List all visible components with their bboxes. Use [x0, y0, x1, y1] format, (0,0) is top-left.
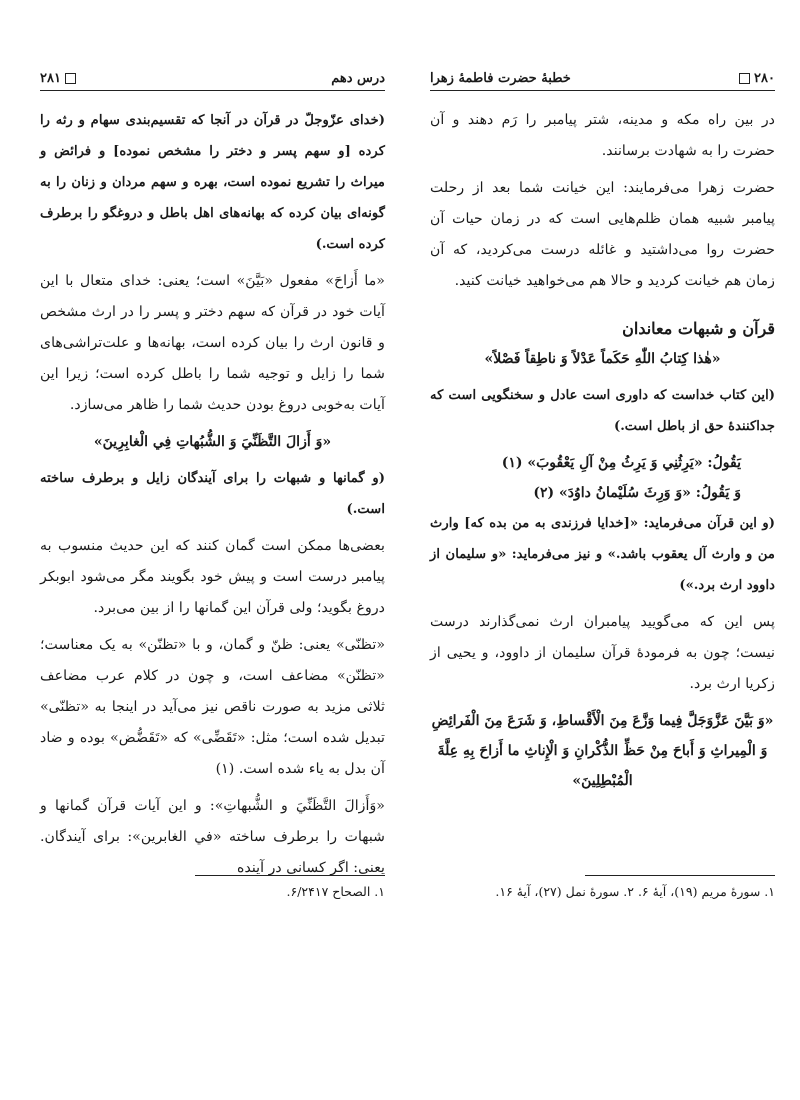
page-number-block — [40, 71, 76, 86]
footnote-divider — [195, 875, 385, 876]
page-number: ۲۸۰ — [754, 71, 775, 86]
arabic-quote: «وَ بَيَّنَ عَزَّوَجَلَّ فِيما وَزَّعَ مِنَ الْأَقْساطِ، وَ شَرَعَ مِنَ الْفَرائِضِ وَ الْمِيراثِ وَ أَباحَ مِنْ حَظِّ الذُّكْرانِ وَ الْإِناثِ ما أَزاحَ بِهِ عِلَّةَ الْمُبْطِلِينَ» — [431, 713, 774, 789]
square-icon — [65, 73, 76, 84]
header-title: خطبهٔ حضرت فاطمهٔ زهرا — [430, 71, 571, 86]
page-body — [430, 91, 775, 796]
paragraph: بعضی‌ها ممکن است گمان کنند که این حدیث منسوب به پیامبر درست است و پیش خود بگویند مگر می‌شود ابوبکر دروغ بگوید؛ ولی قرآن این گمانها را از بین می‌برد. — [40, 538, 385, 616]
page-280 — [430, 60, 775, 1060]
translation-paragraph: (خدای عزّوجلّ در قرآن در آنجا که تقسیم‌بندی سهام و رثه را کرده [و سهم پسر و دختر را مشخص نموده] و فرائض و میراث را تشریع نموده است، بهره و سهم مردان و زنان را به گونه‌ای بیان کرده که بهانه‌های اهل باطل و دروغگو را برطرف کرده است.) — [40, 113, 385, 252]
arabic-quote: «هٰذا كِتابُ اللّٰهِ حَكَماً عَدْلاً وَ ناطِقاً فَصْلاً» — [484, 351, 721, 367]
footnote: ۱. سورهٔ مریم (۱۹)، آیهٔ ۶. ۲. سورهٔ نمل (۲۷)، آیهٔ ۱۶. — [495, 884, 775, 899]
translation-paragraph: (این کتاب خداست که داوری است عادل و سخنگویی است که جداکنندهٔ حق از باطل است.) — [430, 388, 775, 434]
paragraph: پس این که می‌گویید پیامبران ارث نمی‌گذارند درست نیست؛ چون به فرمودهٔ قرآن سلیمان از داوود، و یحیی از زکریا ارث برد. — [430, 614, 775, 692]
page-number: ۲۸۱ — [40, 71, 61, 86]
paragraph: «وَأَزالَ التَّظَنِّيَ و الشُّبهاتِ»: و این آیات قرآن گمانها و شبهات را برطرف ساخته «في الغابرين»: برای آیندگان. یعنی: اگر کسانی در آینده — [40, 798, 385, 876]
page-body — [40, 91, 385, 884]
footnote-divider — [585, 875, 775, 876]
arabic-quote: «وَ أَزالَ التَّظَنِّيَ وَ الشُّبُهاتِ فِي الْغابِرِينَ» — [93, 434, 332, 450]
paragraph: «ما أَزاحَ» مفعول «بَيَّنَ» است؛ یعنی: خدای متعال با این آیات خود در قرآن که سهم دختر و پسر را در ارث مشخص و قانون ارث را بیان کرده است، بهانه‌ها و علت‌تراشی‌های شما را زایل و توجیه شما را باطل کرده است؛ زیرا این آیات به‌خوبی دروغ بودن حدیث شما را ظاهر می‌سازد. — [40, 273, 385, 413]
translation-paragraph: (و گمانها و شبهات را برای آیندگان زایل و برطرف ساخته است.) — [40, 471, 385, 517]
page-number-block — [739, 71, 775, 86]
paragraph: حضرت زهرا می‌فرمایند: این خیانت شما بعد از رحلت پیامبر شبیه همان ظلم‌هایی است که در زمان حیات آن حضرت روا می‌داشتید و غائله درست می‌کردید، که آن زمان هم خیانت کردید و حالا هم می‌خواهید خیانت کنید. — [430, 180, 775, 289]
page-281 — [40, 60, 385, 1060]
arabic-quote: يَقُولُ: «يَرِثُنِي وَ يَرِثُ مِنْ آلِ يَعْقُوبَ» (۱) — [501, 455, 741, 471]
arabic-quote: وَ يَقُولُ: «وَ وَرِثَ سُلَيْمانُ داوُدَ» (۲) — [533, 485, 741, 501]
paragraph: «تظنّی» یعنی: ظنّ و گمان، و با «تظنّن» به یک معناست؛ «تظنّن» مضاعف است، و چون در کلام عرب مضاعف ثلاثی مزید به صورت ناقص نیز می‌آید در اینجا به «تظنّی» تبدیل شده است؛ مثل: «تَقَضِّی» که «تَقَضُّض» بوده و ضاد آن بدل به یاء شده است. (۱) — [40, 637, 385, 777]
section-heading: قرآن و شبهات معاندان — [622, 319, 775, 338]
footnote: ۱. الصحاح ۶/۲۴۱۷. — [286, 884, 385, 899]
paragraph: در بین راه مکه و مدینه، شتر پیامبر را رَم دهند و آن حضرت را به شهادت برسانند. — [430, 112, 775, 159]
square-icon — [739, 73, 750, 84]
running-header — [430, 60, 775, 91]
translation-paragraph: (و این قرآن می‌فرماید: «[خدایا فرزندی به من بده که] وارث من و وارث آل یعقوب باشد.» و نیز می‌فرماید: «و سلیمان از داوود ارث برد.») — [430, 516, 775, 593]
header-title: درس دهم — [331, 71, 385, 86]
running-header — [40, 60, 385, 91]
